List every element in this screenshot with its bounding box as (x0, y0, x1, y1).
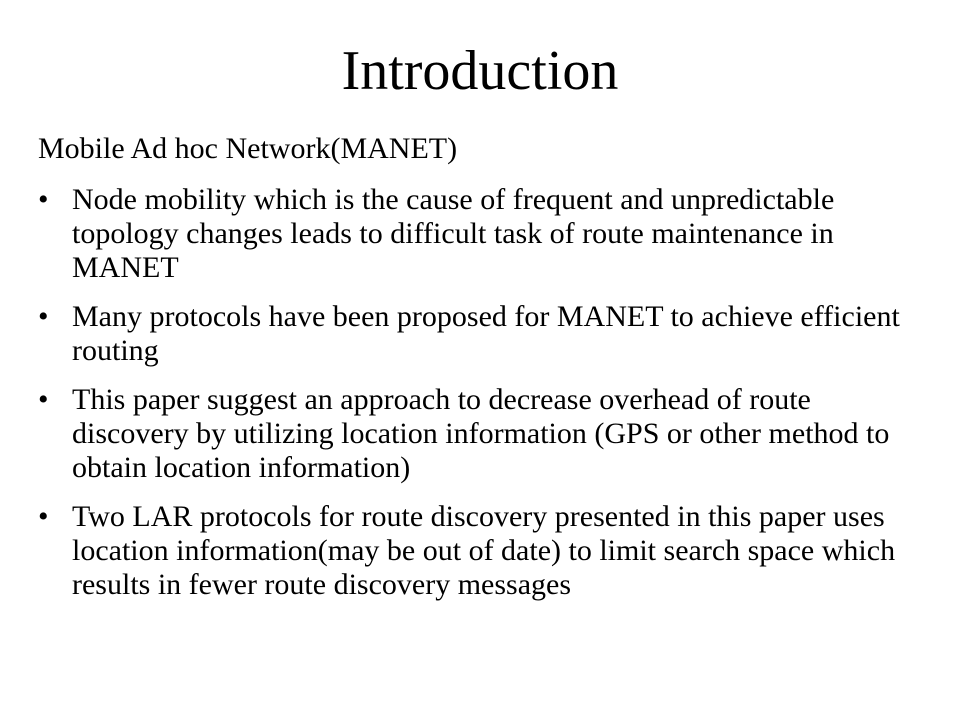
bullet-text: Two LAR protocols for route discovery presented in this paper uses location information(may be out of date) to limit search space which results in fewer route discovery messages (72, 500, 896, 601)
bullet-icon: • (38, 300, 49, 333)
slide-subtitle: Mobile Ad hoc Network(MANET) (38, 132, 458, 165)
bullet-item (38, 500, 928, 602)
bullet-list (38, 183, 928, 617)
bullet-item (38, 183, 928, 285)
bullet-icon: • (38, 500, 49, 533)
bullet-text: Many protocols have been proposed for MANET to achieve efficient routing (72, 300, 900, 367)
bullet-item (38, 383, 928, 485)
bullet-text: This paper suggest an approach to decrease overhead of route discovery by utilizing location information (GPS or other method to obtain location information) (72, 383, 890, 484)
bullet-icon: • (38, 183, 49, 216)
bullet-text: Node mobility which is the cause of frequent and unpredictable topology changes leads to difficult task of route maintenance in MANET (72, 183, 835, 284)
bullet-icon: • (38, 383, 49, 416)
bullet-item (38, 300, 928, 368)
slide-title: Introduction (341, 40, 619, 102)
